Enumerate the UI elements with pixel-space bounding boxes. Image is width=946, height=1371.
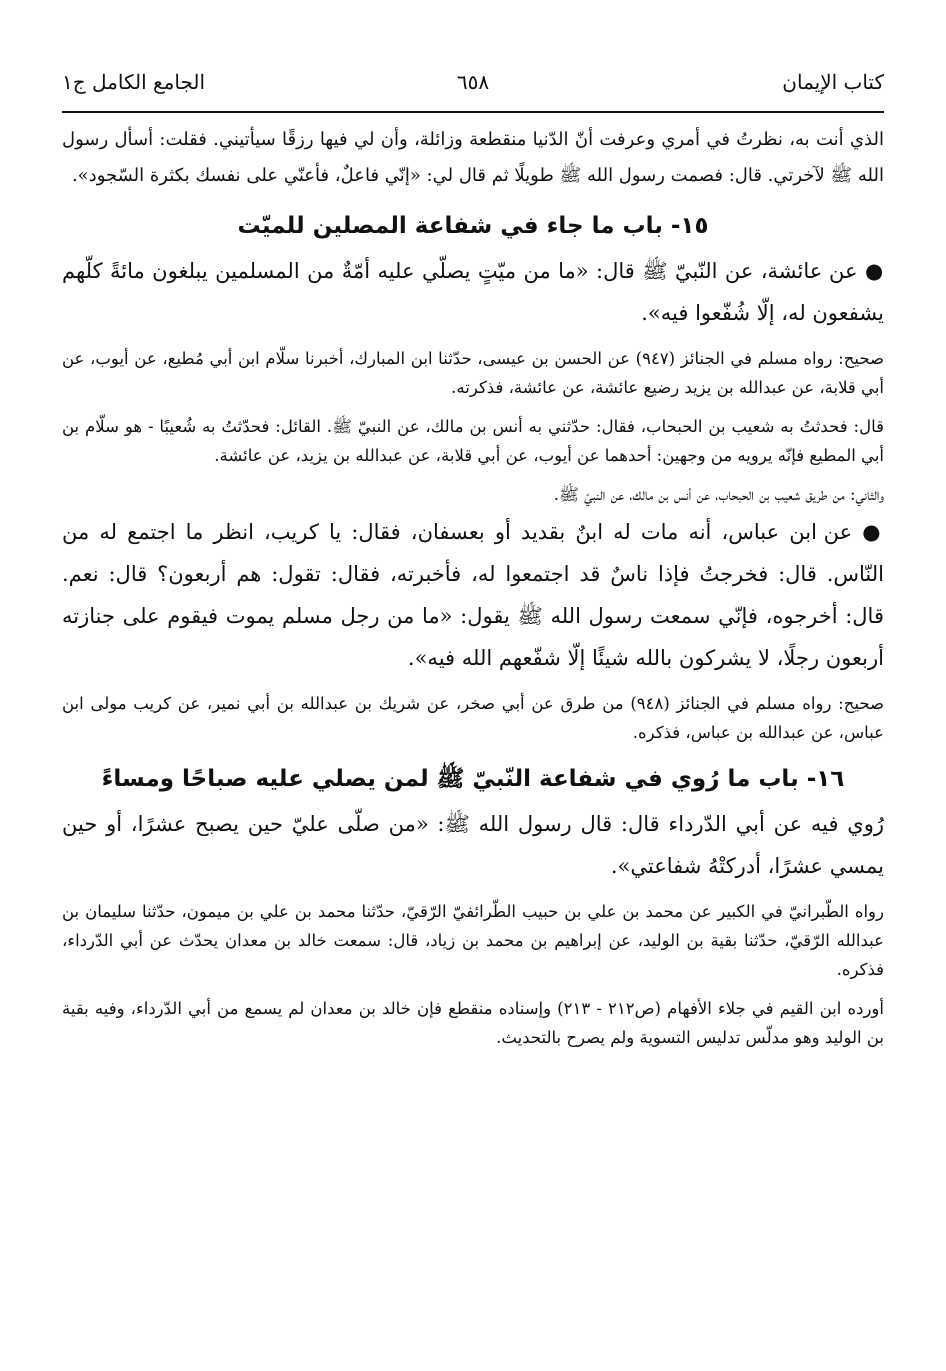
bullet-marker: ● [862, 519, 884, 544]
takhrij-note-1: صحيح: رواه مسلم في الجنائز (٩٤٧) عن الحسن بن عيسى، حدّثنا ابن المبارك، أخبرنا سلّام ابن أبي مُطيع، عن أيوب، عن أبي قلابة، عن عبدالله بن يزيد رضيع عائشة، عن عائشة، فذكرته. [62, 349, 884, 397]
takhrij-note-3: والثاني: من طريق شعيب بن الحبحاب، عن أنس بن مالك، عن النبيّ ﷺ. [553, 485, 884, 504]
hadith-ibn-abbas-text: عن ابن عباس، أنه مات له ابنٌ بقديد أو بعسفان، فقال: يا كريب، انظر ما اجتمع له من النّاس. قال: فخرجتُ فإذا ناسٌ قد اجتمعوا له، فأخبرته، فقال: تقول: هم أربعون؟ قال: نعم. قال: أخرجوه، فإنّي سمعت رسول الله ﷺ يقول: «ما من رجل مسلم يموت فيقوم على جنازته أربعون رجلًا، لا يشركون بالله شيئًا إلّا شفّعهم الله فيه». [62, 520, 884, 670]
hadith-aisha [62, 250, 884, 334]
takhrij-note-4: صحيح: رواه مسلم في الجنائز (٩٤٨) من طرق عن أبي صخر، عن شريك بن عبدالله بن أبي نمير، عن كريب مولى ابن عباس، عن عبدالله بن عباس، فذكره. [62, 694, 884, 742]
page-number: ٦٥٨ [456, 70, 490, 94]
takhrij-note-6: أورده ابن القيم في جلاء الأفهام (ص٢١٢ - ٢١٣) وإسناده منقطع فإن خالد بن معدان لم يسمع من أبي الدّرداء، وفيه بقية بن الوليد وهو مدلّس تدليس التسوية ولم يصرح بالتحديث. [62, 999, 884, 1047]
page-content [62, 122, 884, 1052]
header-divider [62, 111, 884, 113]
hadith-abu-darda: رُوي فيه عن أبي الدّرداء قال: قال رسول الله ﷺ: «من صلّى عليّ حين يصبح عشرًا، أو حين يمسي عشرًا، أدركتْهُ شفاعتي». [62, 812, 884, 878]
bullet-marker: ● [864, 258, 884, 283]
header-book-title: كتاب الإيمان [782, 70, 884, 94]
hadith-ibn-abbas [62, 511, 884, 679]
header-volume-title: الجامع الكامل ج١ [62, 70, 206, 94]
intro-paragraph: الذي أنت به، نظرتُ في أمري وعرفت أنّ الدّنيا منقطعة وزائلة، وأن لي فيها رزقًا سيأتيني. فقلت: أسأل رسول الله ﷺ لآخرتي. قال: فصمت رسول الله ﷺ طويلًا ثم قال لي: «إنّي فاعلٌ، فأعنّي على نفسك بكثرة السّجود». [62, 129, 884, 186]
hadith-aisha-text: عن عائشة، عن النّبيّ ﷺ قال: «ما من ميّتٍ يصلّي عليه أمّةٌ من المسلمين يبلغون مائةً كلّهم يشفعون له، إلّا شُفّعوا فيه». [62, 259, 884, 325]
takhrij-note-5: رواه الطّبرانيّ في الكبير عن محمد بن علي بن حبيب الطّرائفيّ الرّقيّ، حدّثنا محمد بن علي بن ميمون، حدّثنا سليمان بن عبدالله الرّقيّ، حدّثنا بقية بن الوليد، عن إبراهيم بن محمد بن زياد، قال: سمعت خالد بن معدان يحدّث عن أبي الدّرداء، فذكره. [62, 902, 884, 979]
page-header [62, 62, 884, 102]
chapter-16-heading: ١٦- باب ما رُوي في شفاعة النّبيّ ﷺ لمن يصلي عليه صباحًا ومساءً [101, 766, 845, 792]
chapter-15-heading: ١٥- باب ما جاء في شفاعة المصلين للميّت [237, 213, 709, 239]
takhrij-note-2: قال: فحدثتُ به شعيب بن الحبحاب، فقال: حدّثني به أنس بن مالك، عن النبيّ ﷺ. القائل: فحدّثتُ به شُعيبًا - هو سلّام بن أبي المطيع فإنّه يرويه من وجهين: أحدهما عن أيوب، عن أبي قلابة، عن عبدالله بن يزيد، عن عائشة. [62, 417, 884, 465]
